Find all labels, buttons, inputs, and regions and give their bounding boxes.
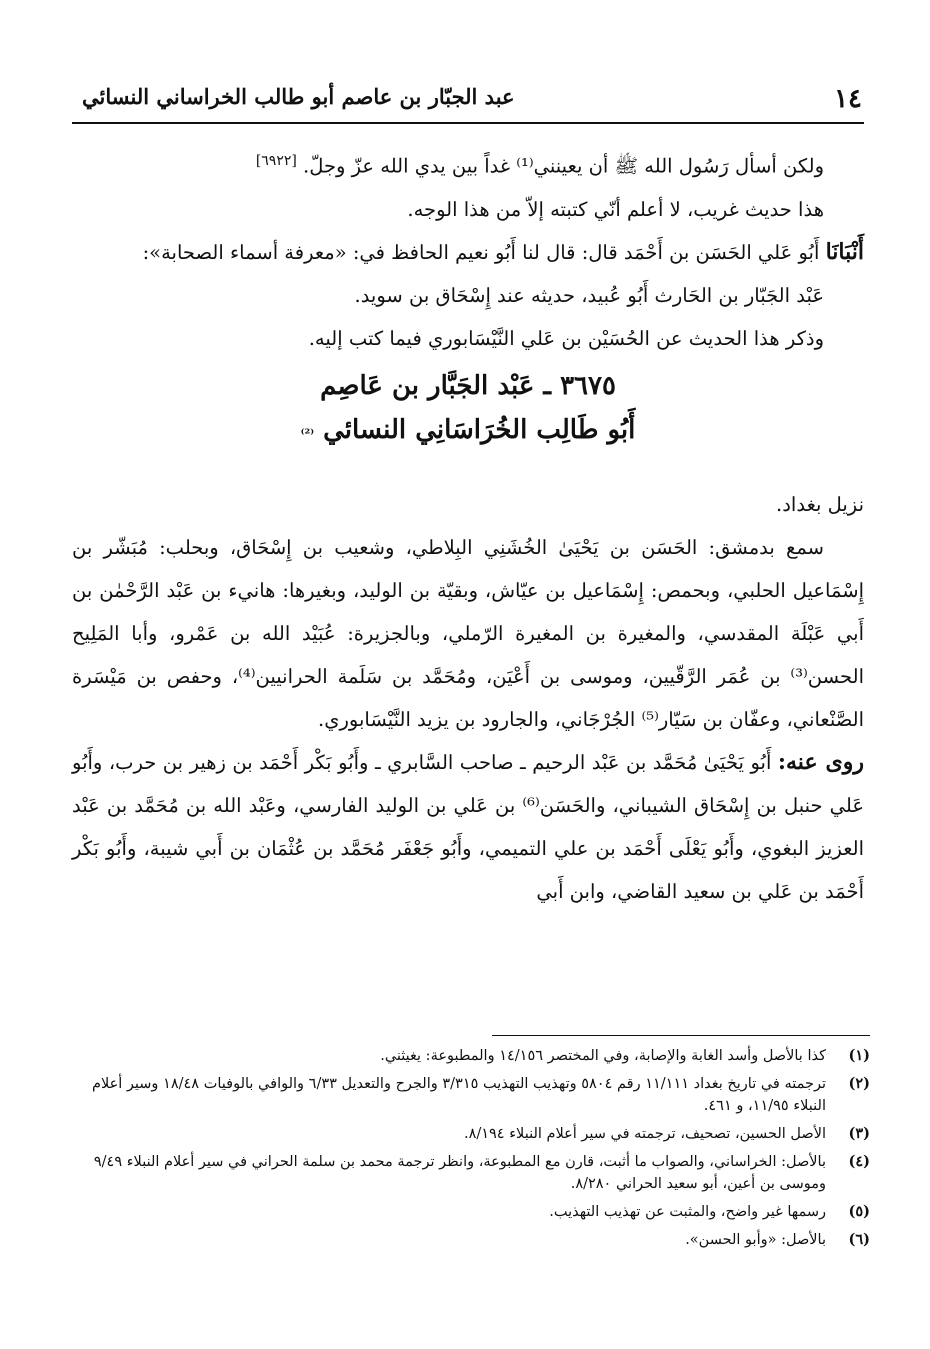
entry-title (72, 364, 864, 457)
paragraph: نزيل بغداد. (776, 492, 864, 516)
header-rule (72, 122, 864, 124)
paragraph: هذا حديث غريب، لا أعلم أنّي كتبته إلاّ من هذا الوجه. (407, 197, 824, 221)
paragraph: سمع بدمشق: الحَسَن بن يَحْيَىٰ الخُشَنِي البِلاطي، وشعيب بن إِسْحَاق، وبحلب: مُبَشّر بن إِسْمَاعيل الحلبي، وبحمص: إِسْمَاعيل بن عيّاش، وبقيّة بن الوليد، وبغيرها: هانيء بن عَبْد الرَّحْمٰن بن أَبي عَبْلَة المقدسي، والمغيرة بن المغيرة الرّملي، وبالجزيرة: عُبَيْد الله بن عَمْرو، وأبا المَلِيح الحسن⁽³⁾ بن عُمَر الرَّقّيين، وموسى بن أَعْيَن، ومُحَمَّد بن سَلَمة الحرانيين⁽⁴⁾، وحفص بن مَيْسَرة الصَّنْعاني، وعفّان بن سَيّار⁽⁵⁾ الجُرْجَاني، والجارود بن يزيد النَّيْسَابوري. (72, 535, 864, 731)
paragraph (72, 741, 864, 913)
footnote-separator (492, 1035, 870, 1036)
main-text (72, 140, 864, 913)
footnote-reference: ⁽²⁾ (300, 426, 315, 442)
paragraph: عَبْد الجَبّار بن الحَارث أَبُو عُبيد، حديثه عند إِسْحَاق بن سويد. (354, 283, 824, 307)
paragraph-text: ولكن أسأل رَسُول الله ﷺ أن يعينني⁽¹⁾ غداً بين يدي الله عزّ وجلّ. (303, 154, 824, 178)
footnote-marker: (٣) (848, 1125, 870, 1142)
page-header (72, 78, 862, 118)
paragraph-text: أَبُو يَحْيَىٰ مُحَمَّد بن عَبْد الرحيم ـ صاحب السَّابري ـ وأَبُو بَكْر أَحْمَد بن زهير بن حرب، وأَبُو عَلي حنبل بن إِسْحَاق الشيباني، والحَسَن⁽⁶⁾ بن عَلي بن الوليد الفارسي، وعَبْد الله بن مُحَمَّد بن عَبْد العزيز البغوي، وأَبُو يَعْلَى أَحْمَد بن علي التميمي، وأَبُو جَعْفَر مُحَمَّد بن عُثْمَان بن أَبي شيبة، وأَبُو بَكْر أَحْمَد بن عَلي بن سعيد القاضي، وابن أَبي (72, 750, 864, 903)
footnote-marker: (٤) (848, 1153, 870, 1170)
entry-title-line: ٣٦٧٥ ـ عَبْد الجَبَّار بن عَاصِم (320, 370, 616, 401)
footnote-marker: (٦) (848, 1231, 870, 1248)
paragraph-text: أَبُو عَلي الحَسَن بن أَحْمَد قال: قال لنا أَبُو نعيم الحافظ في: «معرفة أسماء الصحابة»: (142, 240, 820, 264)
footnote-marker: (٥) (848, 1203, 870, 1220)
footnote (72, 1123, 870, 1145)
lead-word: أَنْبَانَا (825, 238, 864, 265)
footnote-marker: (١) (848, 1047, 870, 1064)
entry-title-text: أَبُو طَالِب الخُرَاسَانِي النسائي (323, 414, 636, 445)
footnote (72, 1073, 870, 1117)
footnote (72, 1229, 870, 1251)
footnote-text: كذا بالأصل وأسد الغابة والإصابة، وفي المختصر ١٤/١٥٦ والمطبوعة: يغيثني. (380, 1048, 826, 1064)
paragraph (72, 231, 864, 274)
footnote-text: ترجمته في تاريخ بغداد ١١/١١١ رقم ٥٨٠٤ وتهذيب التهذيب ٣/٣١٥ والجرح والتعديل ٦/٣٣ والوافي بالوفيات ١٨/٤٨ وسير أعلام النبلاء ١١/٩٥، و ٤٦١. (91, 1076, 826, 1114)
footnote (72, 1045, 870, 1067)
page-number: ١٤ (834, 84, 862, 114)
footnote (72, 1151, 870, 1195)
paragraph (72, 140, 864, 188)
footnote-text: الأصل الحسين، تصحيف، ترجمته في سير أعلام النبلاء ٨/١٩٤. (463, 1126, 826, 1142)
footnote-marker: (٢) (848, 1075, 870, 1092)
footnote-text: بالأصل: «وأبو الحسن». (685, 1232, 826, 1248)
lead-word: روى عنه: (777, 748, 864, 775)
footnote-text: بالأصل: الخراساني، والصواب ما أثبت، قارن مع المطبوعة، وانظر ترجمة محمد بن سلمة الحراني في سير أعلام النبلاء ٩/٤٩ وموسى بن أعين، أبو سعيد الحراني ٨/٢٨٠. (93, 1154, 826, 1192)
running-title: عبد الجبّار بن عاصم أبو طالب الخراساني النسائي (82, 84, 515, 109)
footnote-text: رسمها غير واضح، والمثبت عن تهذيب التهذيب. (549, 1204, 826, 1220)
entry-title-line (72, 408, 864, 457)
footnotes (72, 1045, 870, 1257)
hadith-number: [٦٩٢٢] (255, 153, 297, 169)
footnote (72, 1201, 870, 1223)
paragraph: وذكر هذا الحديث عن الحُسَيْن بن عَلي النَّيْسَابوري فيما كتب إليه. (308, 326, 824, 350)
